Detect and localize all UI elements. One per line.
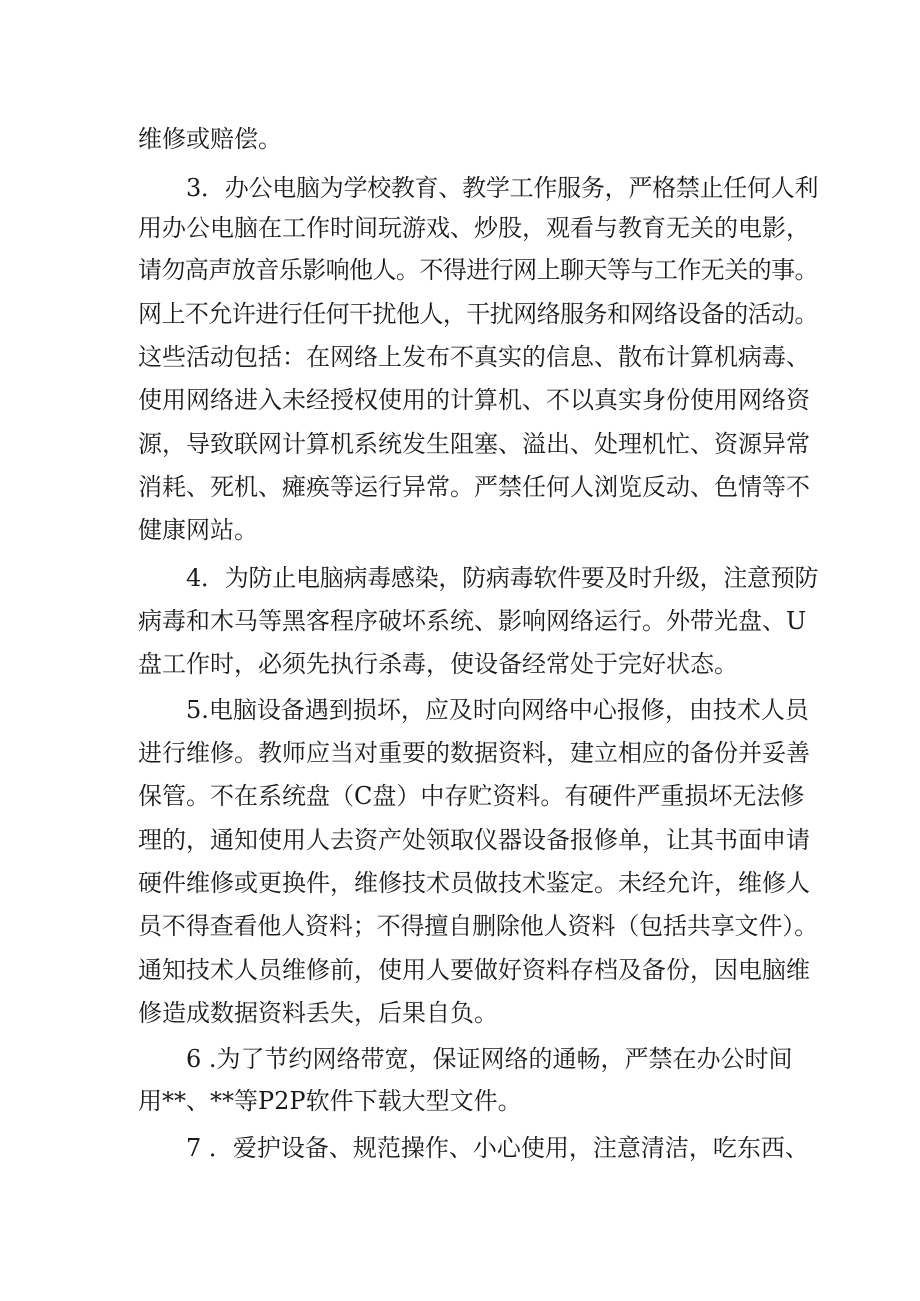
paragraph-line: 病毒和木马等黑客程序破坏系统、影响网络运行。外带光盘、U: [138, 607, 807, 635]
paragraph-line: 这些活动包括：在网络上发布不真实的信息、散布计算机病毒、: [138, 343, 810, 371]
paragraph-line: 保管。不在系统盘（C盘）中存贮资料。有硬件严重损坏无法修: [138, 782, 805, 810]
paragraph-line: 用办公电脑在工作时间玩游戏、炒股，观看与教育无关的电影，: [138, 214, 810, 242]
paragraph-line: 请勿高声放音乐影响他人。不得进行网上聊天等与工作无关的事。: [138, 256, 818, 284]
paragraph-line: 员不得查看他人资料；不得擅自删除他人资料（包括共享文件）。: [138, 912, 818, 940]
paragraph-line: 理的，通知使用人去资产处领取仪器设备报修单，让其书面申请: [138, 826, 810, 854]
paragraph-line: 6 .为了节约网络带宽，保证网络的通畅，严禁在办公时间: [186, 1045, 793, 1073]
paragraph-line: 用**、**等P2P软件下载大型文件。: [138, 1087, 522, 1115]
paragraph-line: 盘工作时，必须先执行杀毒，使设备经常处于完好状态。: [138, 650, 738, 678]
paragraph-line: 消耗、死机、瘫痪等运行异常。严禁任何人浏览反动、色情等不: [138, 473, 810, 501]
paragraph-line: 维修或赔偿。: [138, 125, 282, 153]
paragraph-line: 网上不允许进行任何干扰他人，干扰网络服务和网络设备的活动。: [138, 300, 818, 328]
paragraph-line: 健康网站。: [138, 516, 258, 544]
paragraph-line: 通知技术人员维修前，使用人要做好资料存档及备份，因电脑维: [138, 956, 810, 984]
paragraph-line: 5.电脑设备遇到损坏，应及时向网络中心报修，由技术人员: [186, 696, 809, 724]
paragraph-line: 硬件维修或更换件，维修技术员做技术鉴定。未经允许，维修人: [138, 869, 810, 897]
paragraph-line: 使用网络进入未经授权使用的计算机、不以真实身份使用网络资: [138, 386, 810, 414]
paragraph-line: 7 ．爱护设备、规范操作、小心使用，注意清洁，吃东西、: [186, 1134, 809, 1162]
paragraph-line: 3．办公电脑为学校教育、教学工作服务，严格禁止任何人利: [186, 174, 819, 202]
paragraph-line: 源，导致联网计算机系统发生阻塞、溢出、处理机忙、资源异常: [138, 430, 810, 458]
paragraph-line: 4．为防止电脑病毒感染，防病毒软件要及时升级，注意预防: [186, 564, 819, 592]
paragraph-line: 进行维修。教师应当对重要的数据资料，建立相应的备份并妥善: [138, 739, 810, 767]
paragraph-line: 修造成数据资料丢失，后果自负。: [138, 999, 498, 1027]
